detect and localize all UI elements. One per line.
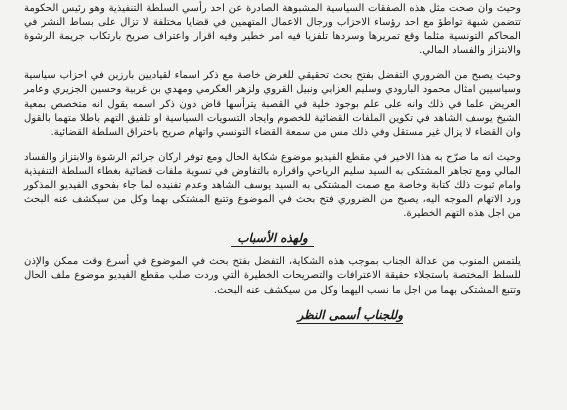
- paragraph-investigation: وحيث يصبح من الضروري التفضل بفتح بحث تحقيقي للغرض خاصة مع ذكر اسماء لقياديين بارزين في احزاب سياسية وسياسيين امثال محمود البارودي وسليم العزابي ونبيل القروي ولزهر العكرمي ومهدي بن غربية وحسين الجزيري وعامر العريض علما في ذلك وانه على علم بوجود خلية في القصبة يترأسها قاض دون ذكر اسمه يقول انه متخصص بمعية الشيخ يوسف الشاهد في تكوين الملفات القضائية للخصوم وايجاد التسويات السياسية او تلفيق التهم باطلا متهما بالقول وان القضاء لا يزال غير مستقل وفي ذلك مس من سمعة القضاء التونسي واتهام صريح باختراق السلطة القضائية.: [24, 70, 521, 138]
- section-heading-wrap: [24, 227, 521, 247]
- paragraph-request: يلتمس المنوب من عدالة الجناب بموجب هذه الشكاية، التفضل بفتح بحث في الموضوع في أسرع وقت ممكن والإذن للسلط المختصة باستجلاء حقيقة الاعترافات والتصريحات الخطيرة التي وردت صلب مقطع الفيديو موضوع ملف الحال وتتبع المشتكى بهما من اجل ما نسب اليهما وكل من سيكشف عنه البحث.: [24, 256, 521, 296]
- closing-line: [24, 308, 521, 322]
- section-heading: ولهذه الأسباب: [231, 231, 314, 247]
- closing-text: وللجناب أسمى النظر: [297, 307, 403, 322]
- paragraph-bribery: وحيث وان صحت مثل هذه الصفقات السياسية المشبوهة الصادرة عن احد رأسي السلطة التنفيذية وهو رئيس الحكومة تتضمن شبهة تواطؤ مع احد رؤساء الاحزاب ورجال الاعمال المتهمين في قضايا مختلفة لا تزال على بساط النشر في المحاكم التونسية مثلما وقع تمريرها وسردها تلفزيا فيه امر خطير وفيه اقرار واعتراف صريح بارتكاب جريمة الرشوة والابتزاز والفساد المالي.: [24, 3, 521, 57]
- paragraph-video-statements: وحيث انه ما صرّح به هذا الاخير في مقطع الفيديو موضوع شكاية الحال ومع توفر اركان جرائم الرشوة والابتزاز والفساد المالي ومع تجاهر المشتكى به السيد سليم الرياحي واقراره بالتفاوض في تسوية ملفات قضائية بغطاء السلطة التنفيذية وامام ثبوت ذلك كتابة وخاصة مع صمت المشتكى به السيد يوسف الشاهد وعدم تفنيده لما جاء بفحوى الفيديو المذكور ورد الاتهام الموجه اليه، يصبح من الضروري فتح بحث في الموضوع وتتبع المشتكى بهما وكل من سيكشف عنه البحث من اجل هذه التهم الخطيرة.: [24, 151, 521, 220]
